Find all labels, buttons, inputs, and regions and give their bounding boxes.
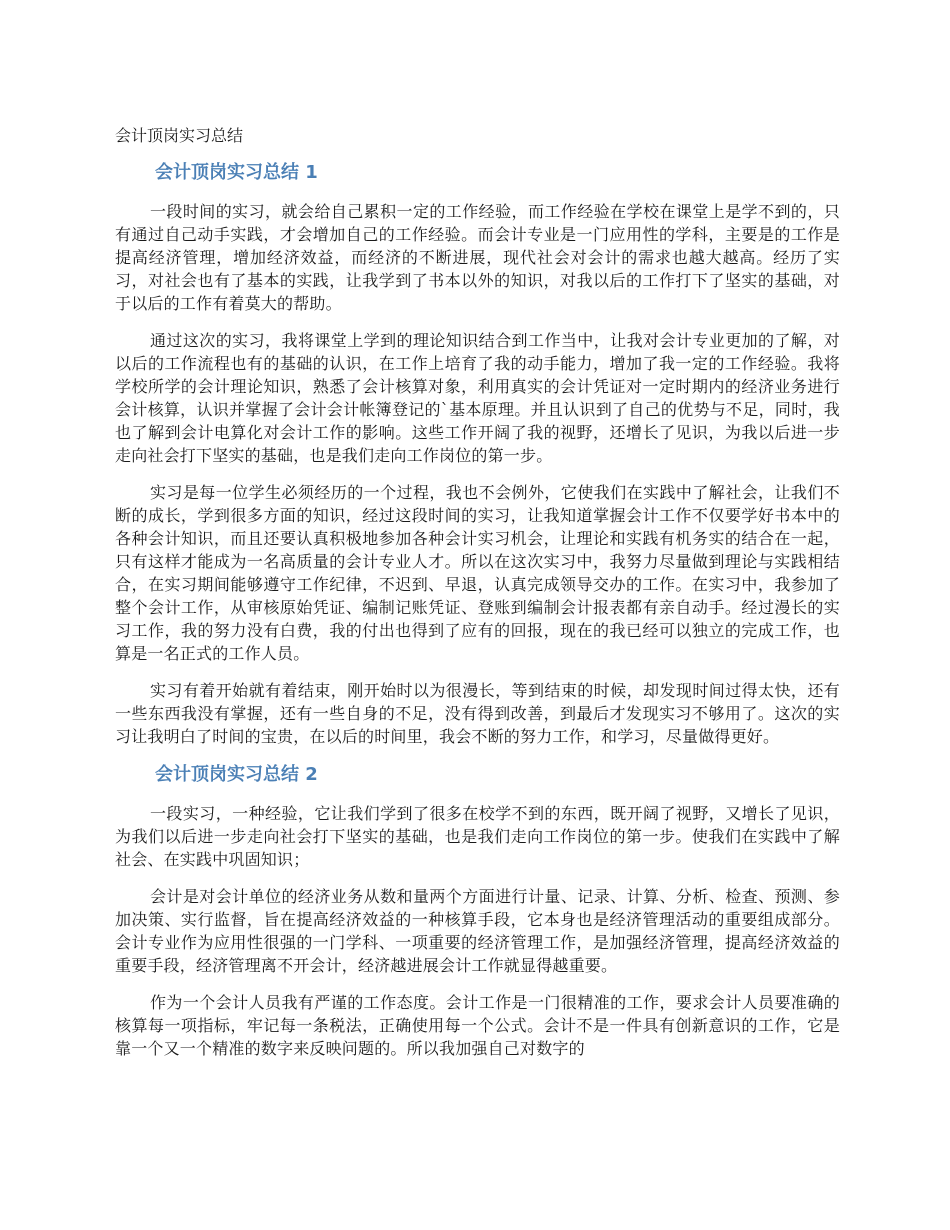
section-2-paragraph-3: 作为一个会计人员我有严谨的工作态度。会计工作是一门很精准的工作，要求会计人员要准确的核算每一项指标，牢记每一条税法，正确使用每一个公式。会计不是一件具有创新意识的工作，它是靠一个又一个精准的数字来反映问题的。所以我加强自己对数字的 xyxy=(115,993,840,1058)
document-title: 会计顶岗实习总结 xyxy=(115,126,244,145)
section-1-paragraph-1: 一段时间的实习，就会给自己累积一定的工作经验，而工作经验在学校在课堂上是学不到的，只有通过自己动手实践，才会增加自己的工作经验。而会计专业是一门应用性的学科，主要是的工作是提高经济管理，增加经济效益，而经济的不断进展，现代社会对会计的需求也越大越高。经历了实习，对社会也有了基本的实践，让我学到了书本以外的知识，对我以后的工作打下了坚实的基础，对于以后的工作有着莫大的帮助。 xyxy=(115,202,840,313)
section-1-heading: 会计顶岗实习总结 1 xyxy=(155,162,318,183)
section-2-heading: 会计顶岗实习总结 2 xyxy=(155,764,318,785)
section-2 xyxy=(115,762,840,1060)
section-2-paragraph-1: 一段实习，一种经验，它让我们学到了很多在校学不到的东西，既开阔了视野，又增长了见识，为我们以后进一步走向社会打下坚实的基础，也是我们走向工作岗位的第一步。使我们在实践中了解社会、在实践中巩固知识； xyxy=(115,804,840,869)
section-1-paragraph-2: 通过这次的实习，我将课堂上学到的理论知识结合到工作当中，让我对会计专业更加的了解，对以后的工作流程也有的基础的认识，在工作上培育了我的动手能力，增加了我一定的工作经验。我将学校所学的会计理论知识，熟悉了会计核算对象，利用真实的会计凭证对一定时期内的经济业务进行会计核算，认识并掌握了会计会计帐簿登记的`基本原理。并且认识到了自己的优势与不足，同时，我也了解到会计电算化对会计工作的影响。这些工作开阔了我的视野，还增长了见识，为我以后进一步走向社会打下坚实的基础，也是我们走向工作岗位的第一步。 xyxy=(115,331,840,465)
document-page xyxy=(115,124,840,1074)
section-1-paragraph-4: 实习有着开始就有着结束，刚开始时以为很漫长，等到结束的时候，却发现时间过得太快，还有一些东西我没有掌握，还有一些自身的不足，没有得到改善，到最后才发现实习不够用了。这次的实习让我明白了时间的宝贵，在以后的时间里，我会不断的努力工作，和学习，尽量做得更好。 xyxy=(115,681,840,746)
section-2-paragraph-2: 会计是对会计单位的经济业务从数和量两个方面进行计量、记录、计算、分析、检查、预测、参加决策、实行监督，旨在提高经济效益的一种核算手段，它本身也是经济管理活动的重要组成部分。会计专业作为应用性很强的一门学科、一项重要的经济管理工作，是加强经济管理，提高经济效益的重要手段，经济管理离不开会计，经济越进展会计工作就显得越重要。 xyxy=(115,887,840,975)
section-1 xyxy=(115,160,840,748)
section-1-paragraph-3: 实习是每一位学生必须经历的一个过程，我也不会例外，它使我们在实践中了解社会，让我们不断的成长，学到很多方面的知识，经过这段时间的实习，让我知道掌握会计工作不仅要学好书本中的各种会计知识，而且还要认真积极地参加各种会计实习机会，让理论和实践有机务实的结合在一起，只有这样才能成为一名高质量的会计专业人才。所以在这次实习中，我努力尽量做到理论与实践相结合，在实习期间能够遵守工作纪律，不迟到、早退，认真完成领导交办的工作。在实习中，我参加了整个会计工作，从审核原始凭证、编制记账凭证、登账到编制会计报表都有亲自动手。经过漫长的实习工作，我的努力没有白费，我的付出也得到了应有的回报，现在的我已经可以独立的完成工作，也算是一名正式的工作人员。 xyxy=(115,483,840,663)
